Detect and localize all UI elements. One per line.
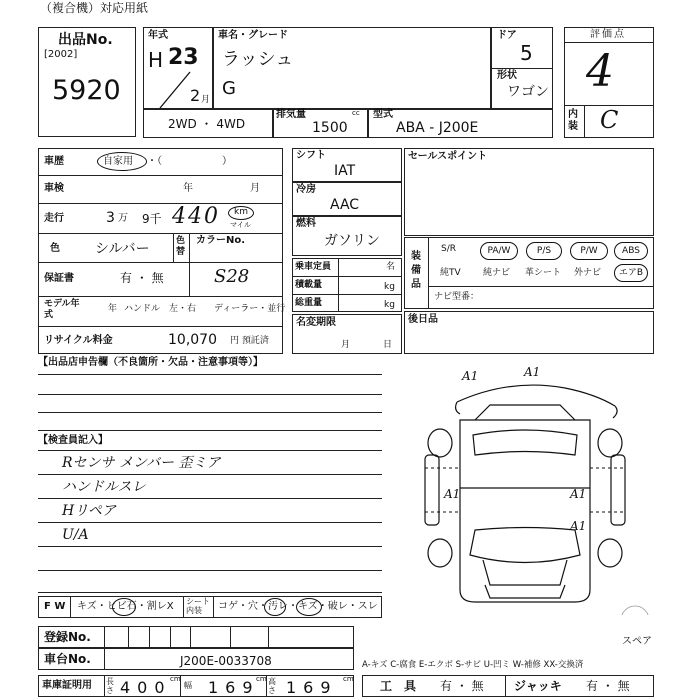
mileage-label: 走行: [44, 213, 64, 224]
certificate-len-label: 長さ: [106, 677, 114, 695]
inspector-note-1: Rセンサ メンバー 歪ミア: [62, 455, 221, 471]
history-rest: ・（ ）: [147, 156, 232, 167]
aircon-label: 冷房: [296, 184, 316, 195]
displacement-unit: cc: [352, 109, 360, 117]
chassis-label: 車台No.: [44, 652, 91, 666]
lot-number: 5920: [52, 75, 121, 106]
body-type-value: ワゴン: [507, 84, 549, 100]
color-no-label: カラーNo.: [196, 235, 246, 246]
tools-label: 工 具: [380, 679, 417, 693]
year-slash: [155, 70, 195, 110]
interior-score: C: [600, 106, 619, 134]
inspector-note-4: U/A: [62, 527, 89, 543]
fuel-label: 燃料: [296, 218, 316, 229]
carname-label: 車名・グレード: [218, 30, 288, 41]
displacement-label: 排気量: [276, 109, 306, 120]
doors-label: ドア: [497, 30, 517, 41]
fw-interior-text: コゲ・穴・汚レ・キズ・破レ・スレ: [218, 601, 378, 612]
chassis-value: J200E-0033708: [180, 654, 272, 668]
certificate-len-unit: cm: [170, 675, 181, 683]
year-era: H: [148, 48, 164, 72]
history-label: 車歴: [44, 156, 64, 167]
mileage-handwritten: 440: [172, 204, 220, 229]
inspector-label: 【検査員記入】: [38, 435, 108, 446]
certificate-wid: 169: [208, 678, 260, 697]
dealer-text: ディーラー・並行: [214, 304, 286, 314]
damage-legend: A-キズ C-腐食 E-エクボ S-サビ U-凹ミ W-補修 XX-交換済: [362, 660, 584, 670]
recycle-label: リサイクル料金: [44, 335, 113, 346]
damage-mark-2: A1: [524, 365, 541, 379]
mileage-man-unit: 万: [118, 213, 128, 224]
inspector-note-3: Hリペア: [62, 503, 116, 519]
shift-label: シフト: [296, 150, 326, 161]
jack-label: ジャッキ: [514, 679, 562, 693]
mileage-km: km: [234, 207, 248, 217]
eq-sr: S/R: [441, 244, 456, 254]
warranty-value: 有 ・ 無: [120, 271, 164, 285]
lot-year-tag: [2002]: [44, 49, 78, 60]
aftermarket-box: [404, 311, 654, 354]
history-value: 自家用: [103, 156, 133, 167]
capacity-label-3: 総重量: [295, 298, 323, 308]
aftermarket-label: 後日品: [408, 314, 438, 325]
color-value: シルバー: [95, 241, 150, 257]
certificate-label: 車庫証明用: [42, 680, 92, 691]
model-year-unit: 年: [108, 304, 118, 314]
eq-paw: PA/W: [487, 246, 511, 256]
drive-text: 2WD ・ 4WD: [168, 117, 246, 131]
year-value: 23: [168, 45, 199, 70]
mileage-man: 3: [106, 210, 115, 226]
capacity-label-1: 乗車定員: [295, 262, 332, 272]
sales-point-label: セールスポイント: [408, 151, 488, 162]
recycle-unit: 円 預託済: [230, 336, 269, 346]
car-grade: G: [222, 78, 236, 99]
form-title: （複合機）対応用紙: [40, 1, 149, 15]
mileage-mile: マイル: [230, 221, 251, 229]
navi-model-label: ナビ型番：: [434, 292, 480, 302]
certificate-hei-unit: cm: [343, 675, 354, 683]
damage-mark-1: A1: [462, 369, 479, 383]
year-month: 2: [190, 86, 201, 105]
title-deadline-day: 日: [383, 340, 393, 350]
info-block: [38, 148, 286, 354]
registration-label: 登録No.: [44, 630, 91, 644]
model-year-label: モデル年式: [44, 299, 80, 320]
spare-label: スペア: [622, 636, 652, 647]
score-value: 4: [586, 46, 614, 97]
doors-value: 5: [520, 41, 533, 65]
fw-interior-label: シート内装: [186, 597, 210, 615]
color-label: 色: [50, 243, 60, 254]
year-month-unit: 月: [201, 95, 211, 105]
year-label: 年式: [148, 30, 168, 41]
eq-leather: 革シート: [525, 268, 562, 278]
seller-report-label: 【出品店申告欄（不良箇所・欠品・注意事項等）】: [38, 357, 263, 368]
shift-value: IAT: [334, 163, 356, 179]
warranty-label: 保証書: [44, 273, 74, 284]
tools-value: 有 ・ 無: [440, 679, 484, 693]
certificate-len: 400: [120, 678, 172, 697]
body-type-label: 形状: [497, 70, 517, 81]
certificate-hei: 169: [286, 678, 338, 697]
certificate-wid-label: 幅: [184, 681, 192, 690]
interior-label: 内装: [568, 109, 578, 132]
certificate-wid-unit: cm: [256, 675, 267, 683]
lot-label: 出品No.: [58, 32, 113, 48]
model-value: ABA - J200E: [396, 120, 479, 136]
aircon-value: AAC: [330, 197, 360, 213]
capacity-unit-3: kg: [384, 300, 395, 310]
inspection-year: 年: [183, 183, 193, 194]
damage-mark-4: A1: [570, 487, 587, 501]
equipment-label: 装備品: [411, 251, 421, 290]
eq-tv: 純TV: [440, 268, 461, 278]
eq-airbag: エアB: [618, 268, 644, 278]
damage-mark-3: A1: [444, 487, 461, 501]
capacity-unit-2: kg: [384, 282, 395, 292]
eq-abs: ABS: [622, 246, 640, 256]
title-deadline-label: 名変期限: [296, 317, 336, 328]
eq-ext-navi: 外ナビ: [574, 268, 602, 278]
color-no: S28: [214, 266, 250, 287]
displacement-value: 1500: [312, 120, 348, 136]
inspection-label: 車検: [44, 183, 64, 194]
fw-text: キズ・ヒビ石・割レX: [77, 601, 174, 612]
car-name: ラッシュ: [222, 49, 294, 70]
title-deadline-month: 月: [341, 340, 351, 350]
inspector-note-2: ハンドルスレ: [62, 479, 146, 495]
certificate-hei-label: 高さ: [268, 677, 276, 695]
jack-value: 有 ・ 無: [586, 679, 630, 693]
handle-text: ハンドル 左・右: [124, 304, 197, 314]
capacity-label-2: 積載量: [295, 280, 323, 290]
capacity-unit-1: 名: [386, 262, 396, 272]
fw-label: F W: [44, 601, 66, 612]
eq-ps: P/S: [536, 246, 552, 256]
recycle-value: 10,070: [168, 332, 217, 348]
score-label: 評価点: [590, 29, 626, 40]
color-change-label: 色替: [176, 236, 186, 257]
eq-pw: P/W: [580, 246, 598, 256]
fuel-value: ガソリン: [324, 233, 380, 249]
model-label: 型式: [373, 109, 393, 120]
inspection-month: 月: [250, 183, 260, 194]
mileage-rest: 9千: [142, 212, 162, 226]
damage-mark-5: A1: [570, 519, 587, 533]
eq-navi: 純ナビ: [483, 268, 511, 278]
